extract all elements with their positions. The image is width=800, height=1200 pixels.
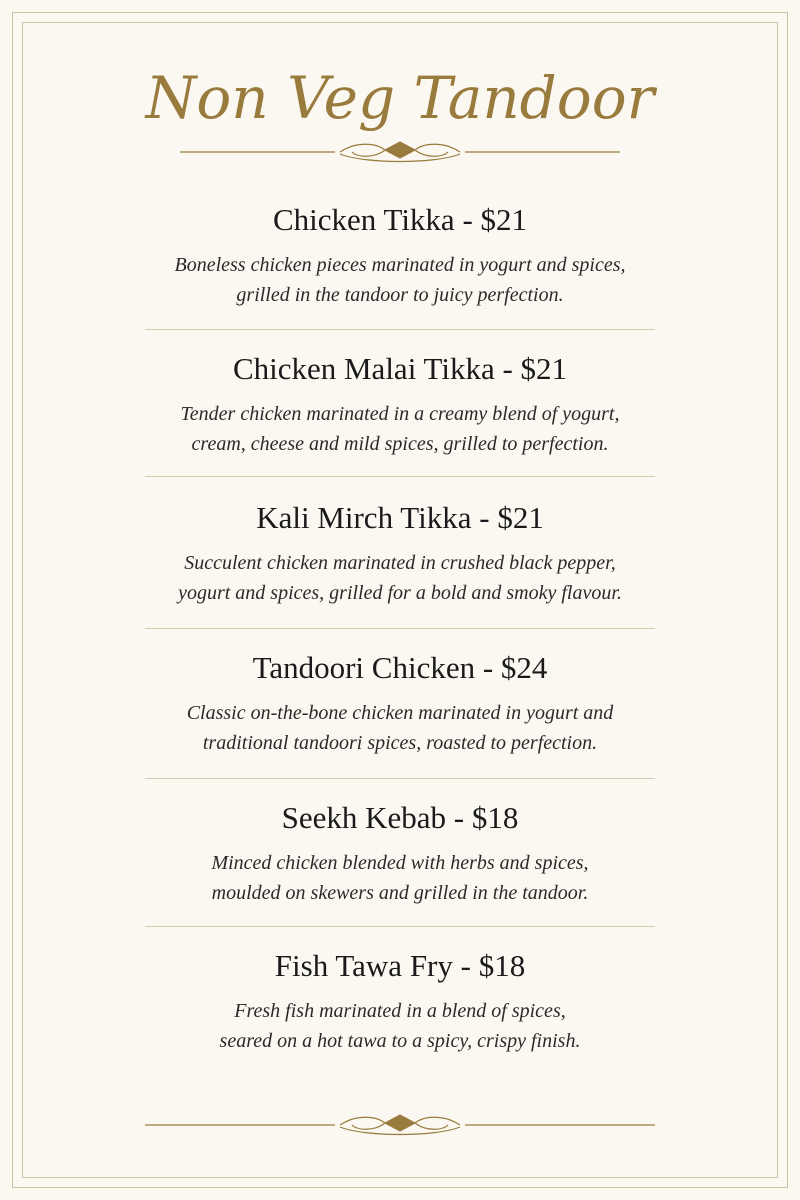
menu-item-name: Fish Tawa Fry: [274, 948, 453, 983]
menu-item-description-line: seared on a hot tawa to a spicy, crispy finish.: [219, 1030, 581, 1052]
menu-item: [0, 648, 800, 758]
menu-item-description-line: Boneless chicken pieces marinated in yogurt and spices,: [174, 254, 626, 276]
item-divider: [145, 628, 655, 629]
menu-item-description-line: Minced chicken blended with herbs and spices,: [211, 852, 589, 874]
menu-title: Non Veg Tandoor: [145, 64, 655, 132]
menu-item: [0, 200, 800, 310]
menu-item-price: $18: [471, 800, 519, 835]
item-divider: [145, 329, 655, 330]
menu-item-name: Chicken Tikka: [272, 202, 455, 237]
menu-item-description-line: traditional tandoori spices, roasted to perfection.: [202, 732, 598, 754]
menu-item-heading: Tandoori Chicken - $24: [252, 650, 548, 685]
menu-item-heading: Chicken Malai Tikka - $21: [232, 351, 568, 386]
menu-item-heading: Chicken Tikka - $21: [272, 202, 528, 237]
menu-item-description-line: Succulent chicken marinated in crushed black pepper,: [184, 552, 616, 574]
menu-item-description-line: Classic on-the-bone chicken marinated in yogurt and: [186, 702, 614, 724]
menu-item: [0, 349, 800, 459]
menu-item-description-line: grilled in the tandoor to juicy perfection.: [236, 284, 564, 306]
item-divider: [145, 778, 655, 779]
menu-item-description: [0, 250, 800, 310]
menu-item-price: $21: [497, 500, 544, 535]
menu-item-description-line: yogurt and spices, grilled for a bold and smoky flavour.: [178, 582, 622, 604]
item-divider: [145, 926, 655, 927]
menu-item-description-line: Tender chicken marinated in a creamy blend of yogurt,: [180, 403, 620, 425]
menu-item-description: [0, 996, 800, 1056]
menu-item-price: $21: [480, 202, 528, 237]
menu-item-name: Chicken Malai Tikka: [232, 351, 495, 386]
menu-item-description-line: Fresh fish marinated in a blend of spices,: [234, 1000, 566, 1022]
menu-item-name: Seekh Kebab: [281, 800, 447, 835]
menu-item-description: [0, 399, 800, 459]
menu-item: [0, 498, 800, 608]
menu-item-price: $24: [500, 650, 548, 685]
menu-item-name: Kali Mirch Tikka: [256, 500, 472, 535]
menu-item-description-line: moulded on skewers and grilled in the tandoor.: [211, 882, 589, 904]
menu-item-name: Tandoori Chicken: [252, 650, 476, 685]
menu-item-description-line: cream, cheese and mild spices, grilled to perfection.: [191, 433, 609, 455]
menu-item-description: [0, 548, 800, 608]
menu-item-description: [0, 698, 800, 758]
menu-item-price: $18: [478, 948, 526, 983]
menu-item-price: $21: [520, 351, 568, 386]
flourish-divider-icon: [180, 138, 620, 166]
menu-item-heading: Kali Mirch Tikka - $21: [256, 500, 544, 535]
menu-item: [0, 946, 800, 1056]
menu-item-description: [0, 848, 800, 908]
menu-item: [0, 798, 800, 908]
flourish-divider-icon: [145, 1110, 655, 1140]
menu-item-heading: Seekh Kebab - $18: [281, 800, 519, 835]
item-divider: [145, 476, 655, 477]
menu-item-heading: Fish Tawa Fry - $18: [274, 948, 526, 983]
